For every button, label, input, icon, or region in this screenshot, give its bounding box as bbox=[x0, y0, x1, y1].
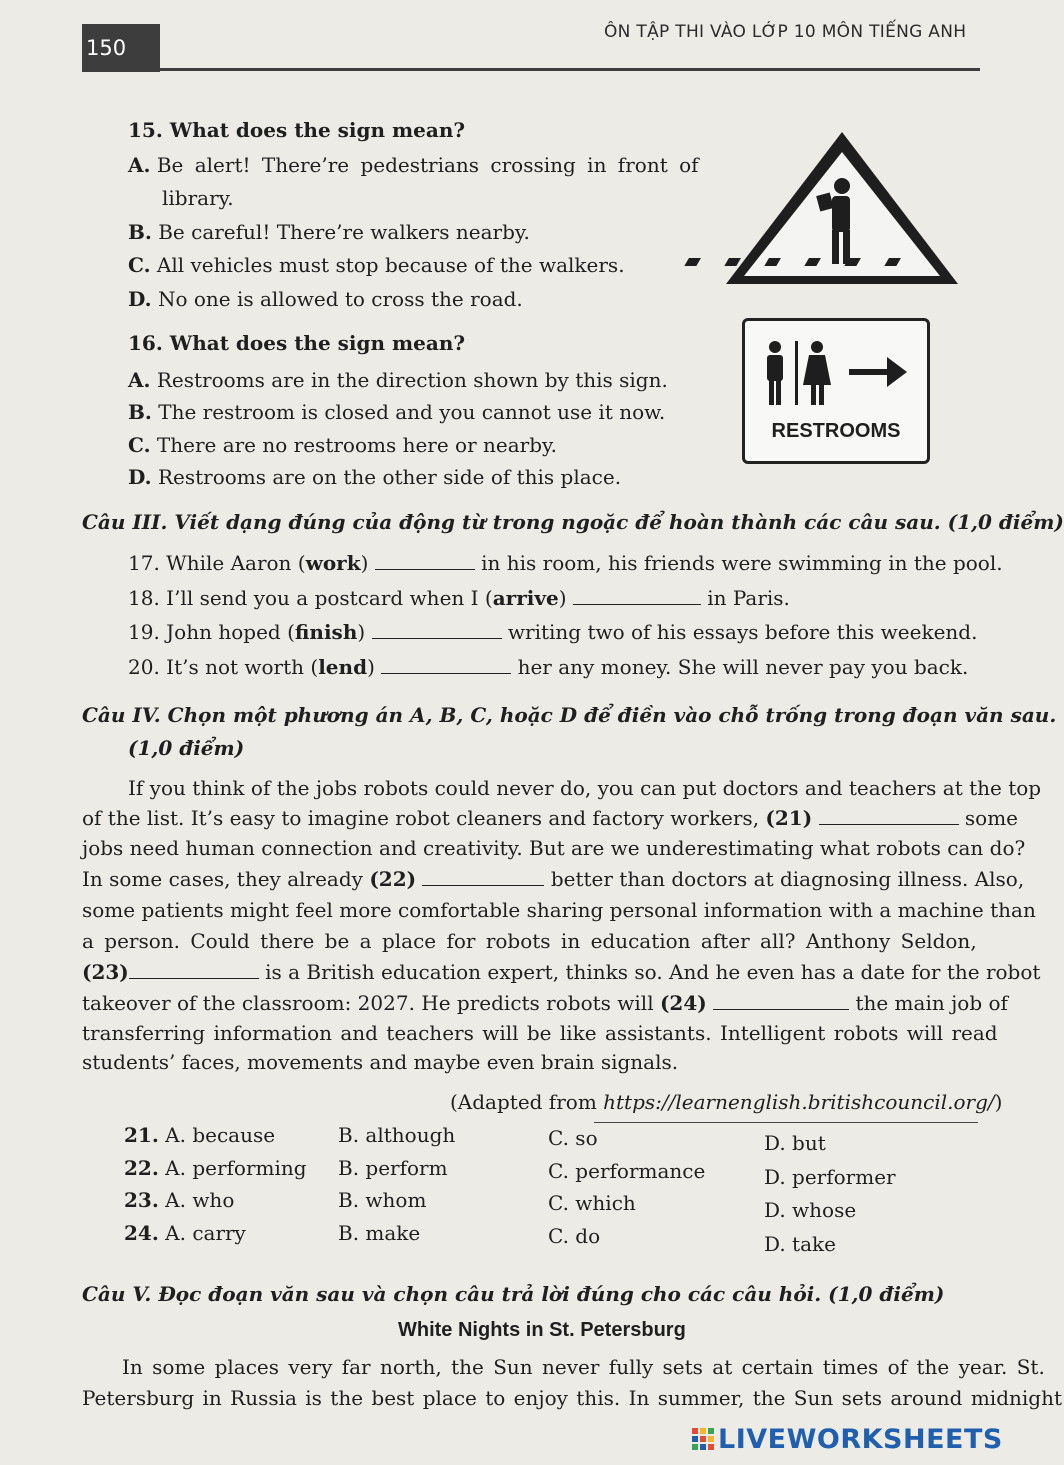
passage-line-4 bbox=[82, 867, 1024, 891]
source-url[interactable]: https://learnenglish.britishcouncil.org/ bbox=[603, 1090, 995, 1114]
q16-option-b-text: The restroom is closed and you cannot use it now. bbox=[158, 400, 666, 424]
q19-pre: 19. John hoped ( bbox=[128, 620, 295, 644]
option-21-a[interactable]: A. because bbox=[165, 1123, 276, 1147]
option-23-a[interactable]: A. who bbox=[165, 1188, 235, 1212]
q20-post: her any money. She will never pay you back. bbox=[517, 655, 969, 679]
restroom-people-arrow-icon bbox=[761, 339, 911, 409]
liveworksheets-logo bbox=[692, 1424, 1003, 1455]
passage-line-4b: better than doctors at diagnosing illness. Also, bbox=[550, 867, 1025, 891]
restroom-sign-label: RESTROOMS bbox=[771, 420, 901, 442]
passage-line-1: If you think of the jobs robots could never do, you can put doctors and teachers at the top bbox=[128, 776, 1042, 800]
q19-post: writing two of his essays before this weekend. bbox=[507, 620, 978, 644]
q15-option-c[interactable] bbox=[128, 253, 625, 277]
passage-source bbox=[450, 1090, 1002, 1114]
option-22-c[interactable]: C. performance bbox=[548, 1159, 706, 1183]
option-row-23 bbox=[124, 1188, 234, 1212]
passage-line-7 bbox=[82, 960, 1040, 984]
restroom-sign bbox=[742, 318, 930, 464]
q15-option-a-text-2: library. bbox=[162, 186, 234, 210]
option-24-b[interactable]: B. make bbox=[338, 1221, 421, 1245]
q16-option-a[interactable] bbox=[128, 368, 668, 392]
option-24-d[interactable]: D. take bbox=[764, 1232, 836, 1256]
q20-answer-blank[interactable] bbox=[381, 655, 511, 674]
passage-line-7b: is a British education expert, thinks so. And he even has a date for the robot bbox=[265, 960, 1041, 984]
q18-answer-blank[interactable] bbox=[573, 586, 701, 605]
q18-verb: arrive bbox=[492, 586, 559, 610]
section-5-title: Câu V. Đọc đoạn văn sau và chọn câu trả lời đúng cho các câu hỏi. (1,0 điểm) bbox=[82, 1282, 945, 1306]
q18-post: in Paris. bbox=[707, 586, 790, 610]
q17 bbox=[128, 551, 1003, 575]
q16-option-b[interactable] bbox=[128, 400, 665, 424]
q15-option-c-label: C. bbox=[128, 253, 151, 277]
liveworksheets-text: LIVEWORKSHEETS bbox=[718, 1424, 1003, 1455]
option-23-d[interactable]: D. whose bbox=[764, 1198, 857, 1222]
blank-22[interactable] bbox=[422, 867, 544, 886]
option-21-c[interactable]: C. so bbox=[548, 1126, 598, 1150]
q19-answer-blank[interactable] bbox=[372, 620, 502, 639]
passage-line-5: some patients might feel more comfortable sharing personal information with a machine than bbox=[82, 898, 1036, 922]
option-21-b[interactable]: B. although bbox=[338, 1123, 456, 1147]
passage-line-10: students’ faces, movements and maybe even brain signals. bbox=[82, 1050, 679, 1074]
q19-verb: finish bbox=[294, 620, 358, 644]
q18-pre: 18. I’ll send you a postcard when I ( bbox=[128, 586, 493, 610]
passage2-line-1: In some places very far north, the Sun never fully sets at certain times of the year. St. bbox=[122, 1355, 1045, 1379]
q16-option-d-text: Restrooms are on the other side of this place. bbox=[157, 465, 622, 489]
source-underline bbox=[594, 1122, 978, 1123]
q15-option-b[interactable] bbox=[128, 220, 530, 244]
option-23-c[interactable]: C. which bbox=[548, 1191, 636, 1215]
passage-line-2 bbox=[82, 806, 1018, 830]
q20-mid: ) bbox=[367, 655, 375, 679]
q16-option-d-label: D. bbox=[128, 465, 152, 489]
q15-option-d-label: D. bbox=[128, 287, 152, 311]
passage-line-2b: some bbox=[964, 806, 1019, 830]
q18 bbox=[128, 586, 790, 610]
passage-line-8a: takeover of the classroom: 2027. He predicts robots will bbox=[82, 991, 654, 1015]
option-row-24 bbox=[124, 1221, 246, 1245]
option-24-c[interactable]: C. do bbox=[548, 1224, 601, 1248]
section-4-title-points: (1,0 điểm) bbox=[128, 736, 245, 760]
passage2-line-2: Petersburg in Russia is the best place to enjoy this. In summer, the Sun sets around midnight bbox=[82, 1386, 1062, 1410]
passage-line-3: jobs need human connection and creativity. But are we underestimating what robots can do? bbox=[82, 836, 1026, 860]
q16-option-c-text: There are no restrooms here or nearby. bbox=[156, 433, 558, 457]
option-24-a[interactable]: A. carry bbox=[165, 1221, 246, 1245]
q16-option-a-text: Restrooms are in the direction shown by this sign. bbox=[156, 368, 668, 392]
blank-22-number: (22) bbox=[369, 867, 417, 891]
q17-mid: ) bbox=[360, 551, 369, 575]
section-4-title: Câu IV. Chọn một phương án A, B, C, hoặc D để điền vào chỗ trống trong đoạn văn sau. bbox=[82, 703, 1057, 727]
passage-line-8 bbox=[82, 991, 1008, 1015]
q19-mid: ) bbox=[357, 620, 366, 644]
q17-post: in his room, his friends were swimming in the pool. bbox=[481, 551, 1003, 575]
blank-23-number: (23) bbox=[82, 960, 129, 984]
blank-24[interactable] bbox=[713, 991, 849, 1010]
q20-pre: 20. It’s not worth ( bbox=[128, 655, 319, 679]
blank-24-number: (24) bbox=[659, 991, 707, 1015]
passage-line-8b: the main job of bbox=[855, 991, 1008, 1015]
option-23-b[interactable]: B. whom bbox=[338, 1188, 427, 1212]
passage-line-9: transferring information and teachers will be like assistants. Intelligent robots will read bbox=[82, 1021, 998, 1045]
q15-option-c-text: All vehicles must stop because of the walkers. bbox=[156, 253, 625, 277]
q20 bbox=[128, 655, 968, 679]
source-suffix: ) bbox=[994, 1090, 1003, 1114]
option-24-number: 24. bbox=[124, 1221, 159, 1245]
blank-23[interactable] bbox=[129, 960, 259, 979]
q17-pre: 17. While Aaron ( bbox=[128, 551, 306, 575]
q19 bbox=[128, 620, 977, 644]
passage-title: White Nights in St. Petersburg bbox=[398, 1319, 686, 1341]
q15-option-b-label: B. bbox=[128, 220, 152, 244]
option-row-22 bbox=[124, 1156, 307, 1180]
header-rule bbox=[160, 68, 980, 71]
q16-option-a-label: A. bbox=[128, 368, 151, 392]
q15-option-a[interactable] bbox=[128, 153, 699, 177]
q17-verb: work bbox=[305, 551, 361, 575]
q16-option-c[interactable] bbox=[128, 433, 557, 457]
source-prefix: (Adapted from bbox=[450, 1090, 604, 1114]
q16-option-d[interactable] bbox=[128, 465, 621, 489]
option-22-number: 22. bbox=[124, 1156, 159, 1180]
q15-option-b-text: Be careful! There’re walkers nearby. bbox=[158, 220, 530, 244]
option-23-number: 23. bbox=[124, 1188, 159, 1212]
q16-option-c-label: C. bbox=[128, 433, 151, 457]
option-22-a[interactable]: A. performing bbox=[165, 1156, 307, 1180]
q15-option-d[interactable] bbox=[128, 287, 523, 311]
passage-line-4a: In some cases, they already bbox=[82, 867, 363, 891]
q16-option-b-label: B. bbox=[128, 400, 152, 424]
q18-mid: ) bbox=[558, 586, 567, 610]
option-21-number: 21. bbox=[124, 1123, 159, 1147]
q20-verb: lend bbox=[318, 655, 368, 679]
q15-option-a-text: Be alert! There’re pedestrians crossing in front of bbox=[156, 153, 699, 177]
liveworksheets-grid-icon bbox=[692, 1428, 714, 1450]
passage-line-2a: of the list. It’s easy to imagine robot cleaners and factory workers, bbox=[82, 806, 760, 830]
passage-line-6: a person. Could there be a place for robots in education after all? Anthony Seldon, bbox=[82, 929, 977, 953]
q15-option-d-text: No one is allowed to cross the road. bbox=[157, 287, 523, 311]
option-row-21 bbox=[124, 1123, 275, 1147]
section-3-title: Câu III. Viết dạng đúng của động từ trong ngoặc để hoàn thành các câu sau. (1,0 điểm) bbox=[82, 510, 1064, 534]
pedestrian-crossing-sign-icon bbox=[722, 128, 962, 288]
page-number: 150 bbox=[82, 24, 160, 72]
option-22-b[interactable]: B. perform bbox=[338, 1156, 448, 1180]
q17-answer-blank[interactable] bbox=[375, 551, 475, 570]
option-21-d[interactable]: D. but bbox=[764, 1131, 826, 1155]
q15-option-a-label: A. bbox=[128, 153, 151, 177]
q16-title: 16. What does the sign mean? bbox=[128, 331, 466, 355]
option-22-d[interactable]: D. performer bbox=[764, 1165, 896, 1189]
header-title: ÔN TẬP THI VÀO LỚP 10 MÔN TIẾNG ANH bbox=[604, 22, 967, 42]
q15-title: 15. What does the sign mean? bbox=[128, 118, 466, 142]
blank-21[interactable] bbox=[819, 806, 959, 825]
blank-21-number: (21) bbox=[765, 806, 813, 830]
